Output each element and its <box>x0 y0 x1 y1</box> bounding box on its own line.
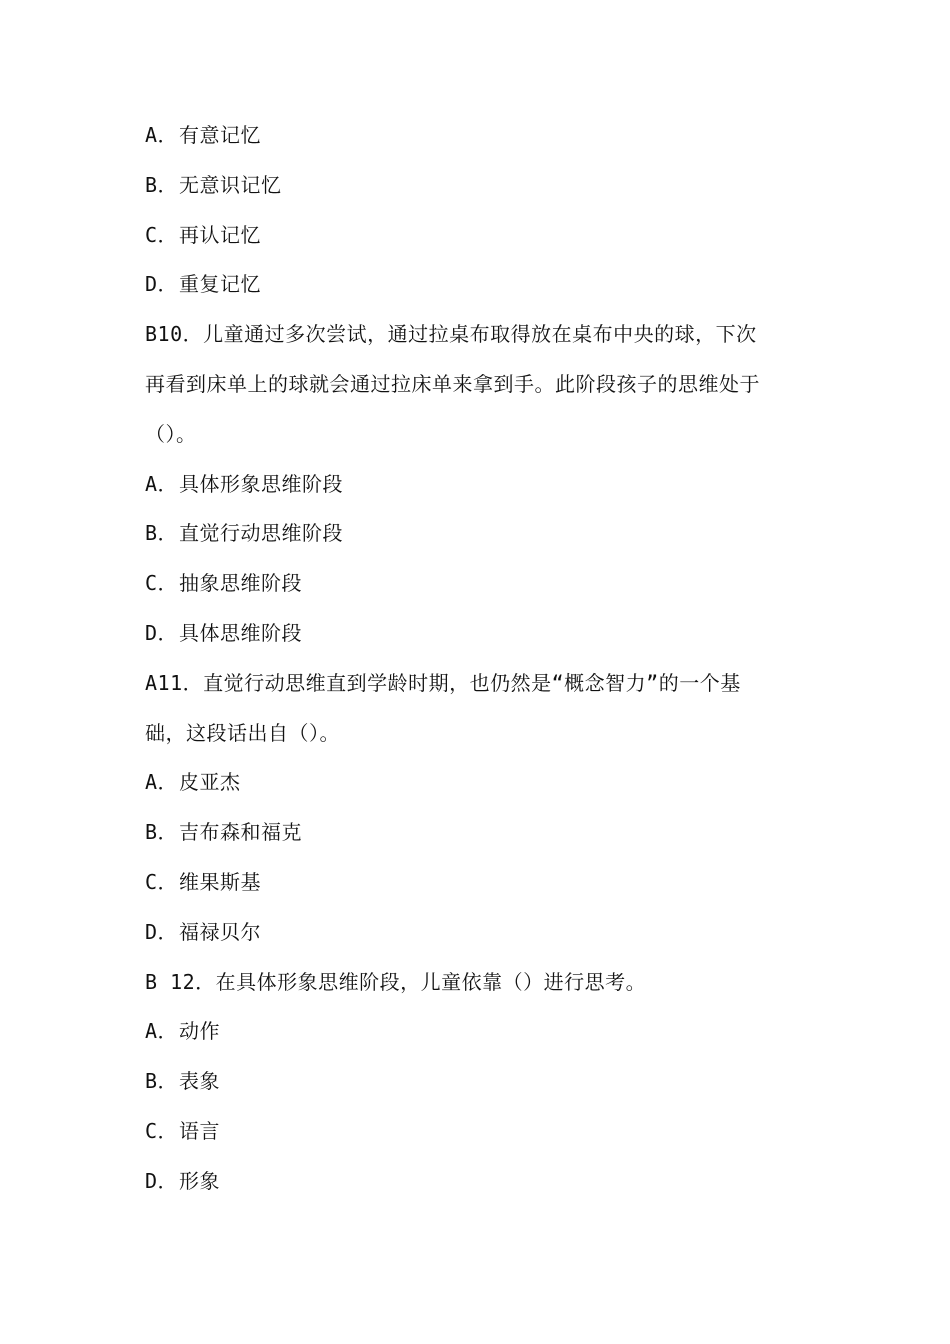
option-d <box>145 1157 810 1207</box>
option-text: 吉布森和福克 <box>179 820 302 845</box>
option-label: C． <box>145 1118 179 1143</box>
question-text: 再看到床单上的球就会通过拉床单来拿到手。此阶段孩子的思维处于 <box>145 371 760 396</box>
question-number: A11． <box>145 670 204 695</box>
question-text: 直觉行动思维直到学龄时期，也仍然是“概念智力”的一个基 <box>203 670 741 695</box>
option-label: A． <box>145 1019 179 1044</box>
option-d <box>145 908 810 958</box>
option-label: B． <box>145 820 179 845</box>
option-label: D． <box>145 620 179 645</box>
question-text: 础，这段话出自（）。 <box>145 720 340 745</box>
option-text: 有意记忆 <box>179 123 261 147</box>
option-c <box>145 211 810 261</box>
question-10-line-3 <box>145 410 810 460</box>
option-a <box>145 460 810 510</box>
option-text: 直觉行动思维阶段 <box>179 521 343 546</box>
option-c <box>145 1107 810 1157</box>
option-b <box>145 1057 810 1107</box>
option-label: A． <box>145 770 179 795</box>
option-c <box>145 858 810 908</box>
option-a <box>145 758 810 808</box>
document-page <box>145 111 810 1207</box>
question-11-line-2 <box>145 709 810 759</box>
option-text: 抽象思维阶段 <box>179 571 302 596</box>
option-text: 重复记忆 <box>179 272 261 297</box>
option-label: A． <box>145 123 179 147</box>
question-11-line-1 <box>145 659 810 709</box>
option-text: 具体形象思维阶段 <box>179 471 343 496</box>
question-number: B 12． <box>145 969 216 994</box>
option-b <box>145 161 810 211</box>
option-text: 语言 <box>179 1118 220 1143</box>
option-label: C． <box>145 222 179 247</box>
question-number: B10． <box>145 322 204 347</box>
option-text: 福禄贝尔 <box>179 919 261 944</box>
option-label: B． <box>145 521 179 546</box>
option-d <box>145 609 810 659</box>
option-b <box>145 509 810 559</box>
question-text: 在具体形象思维阶段，儿童依靠（）进行思考。 <box>215 969 647 994</box>
option-text: 维果斯基 <box>179 869 261 894</box>
option-label: D． <box>145 1168 179 1193</box>
question-text: 儿童通过多次尝试，通过拉桌布取得放在桌布中央的球，下次 <box>203 322 757 347</box>
option-label: B． <box>145 1069 179 1094</box>
question-10-line-2 <box>145 360 810 410</box>
question-10-line-1 <box>145 310 810 360</box>
question-text: （）。 <box>145 421 197 446</box>
option-label: C． <box>145 869 179 894</box>
option-label: C． <box>145 571 179 596</box>
option-label: B． <box>145 172 179 197</box>
option-b <box>145 808 810 858</box>
question-12-line-1 <box>145 958 810 1008</box>
option-text: 具体思维阶段 <box>179 620 302 645</box>
option-a <box>145 1007 810 1057</box>
option-text: 表象 <box>179 1069 220 1094</box>
option-text: 皮亚杰 <box>179 770 241 795</box>
option-label: A． <box>145 471 179 496</box>
option-label: D． <box>145 272 179 297</box>
option-c <box>145 559 810 609</box>
option-text: 形象 <box>179 1168 220 1193</box>
option-text: 动作 <box>179 1019 220 1044</box>
option-d <box>145 260 810 310</box>
option-label: D． <box>145 919 179 944</box>
option-text: 再认记忆 <box>179 222 261 247</box>
option-text: 无意识记忆 <box>179 172 282 197</box>
option-a <box>145 111 810 161</box>
